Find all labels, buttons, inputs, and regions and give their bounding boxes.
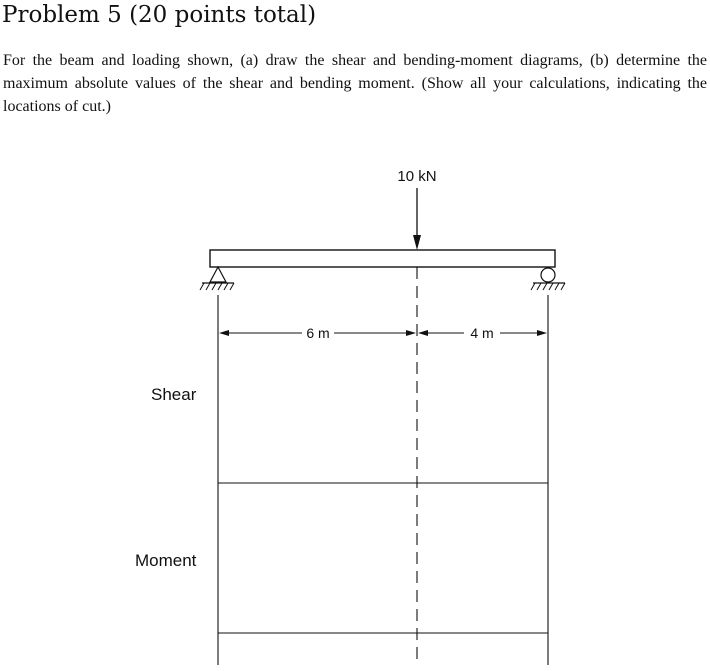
shear-label: Shear [151, 385, 197, 404]
problem-title: Problem 5 (20 points total) [2, 2, 317, 28]
load-arrowhead [413, 235, 421, 250]
dimension-line [219, 330, 547, 336]
beam [210, 250, 555, 267]
dimension-right-label: 4 m [470, 325, 494, 341]
pin-support [200, 267, 234, 290]
dimension-left-label: 6 m [306, 325, 330, 341]
load-label: 10 kN [397, 168, 437, 185]
roller-support [531, 268, 565, 290]
moment-label: Moment [135, 551, 197, 570]
problem-statement: For the beam and loading shown, (a) draw the shear and bending-moment diagrams, (b) determine the maximum absolute values of the shear and bending moment. (Show all your calculations, indicating the locations of cut.) [3, 52, 707, 115]
